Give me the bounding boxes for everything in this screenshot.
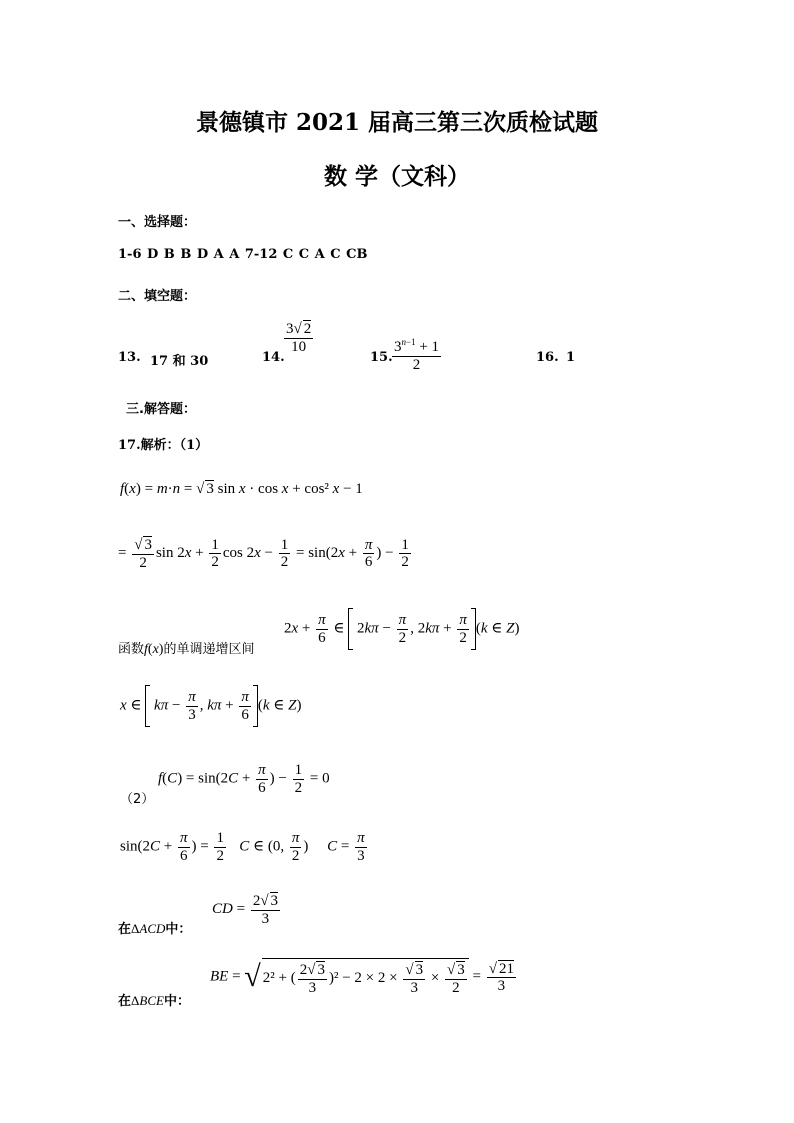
in-text-bce: 在 — [118, 994, 132, 1009]
part2-label: （2） — [120, 792, 155, 807]
choice-answers: 1-6 D B B D A A 7-12 C C A C CB — [118, 247, 368, 262]
monotone-text-a: 函数 — [118, 642, 145, 657]
formula-c-value: sin(2C + $\frac{\pi}{6}$ ) = $\frac{1}{2}$ C ∈ (0, $\frac{\pi}{2}$ ) C = $\frac{\pi}{3}$ — [120, 830, 365, 864]
formula-cd: CD = $\frac{2√ 3}{3}$ — [212, 893, 279, 927]
q14-label: 14. — [262, 350, 285, 365]
section-choice-heading: 一、选择题： — [118, 215, 197, 230]
q16-answer: 1 — [566, 350, 576, 365]
monotone-text-b: 的单调递增区间 — [163, 642, 255, 657]
triangle-acd-text: 在ΔACD中： — [118, 921, 192, 937]
triangle-bce-text: 在ΔBCE中： — [118, 993, 190, 1009]
in-text-acd: 在 — [118, 922, 132, 937]
q14-answer: $\frac{3√ 2}{10}$ — [286, 321, 312, 355]
q15-answer: $\frac{3^{n-1} + 1}{2}$ — [394, 337, 440, 373]
section-solve-heading: 三.解答题： — [126, 402, 196, 417]
q17-label: 17.解析：（1） — [118, 438, 209, 453]
section-fill-heading: 二、填空题： — [118, 289, 197, 304]
formula-x-interval: x ∈ kπ − $\frac{\pi}{3}$ , kπ + $\frac{\pi}{6}$ (k ∈ Z) — [120, 685, 302, 727]
zhong-bce: 中： — [163, 994, 190, 1009]
q13-answer: 17 和 30 — [150, 354, 209, 369]
page-subtitle: 数 学（文科） — [323, 163, 470, 190]
page-title: 景德镇市 2021 届高三第三次质检试题 — [195, 109, 599, 136]
formula-increase-interval: 2x + $\frac{\pi}{6}$ ∈ 2kπ − $\frac{\pi}{2}$ , 2kπ + $\frac{\pi}{2}$ (k ∈ Z) — [284, 608, 519, 650]
zhong-acd: 中： — [165, 922, 192, 937]
q16-label: 16. — [536, 350, 559, 365]
q13-label: 13. — [118, 350, 141, 365]
formula-f-c: f(C) = sin(2C + $\frac{\pi}{6}$ ) − $\frac{1}{2}$ = 0 — [158, 762, 330, 796]
monotone-text: 函数f(x)的单调递增区间 — [118, 642, 255, 657]
formula-f-def: f(x) = m·n = √ 3 sin x · cos x + cos² x − 1 — [120, 481, 363, 497]
formula-f-simplified: = $\frac{√ 3}{2}$ sin 2x + $\frac{1}{2}$ cos 2x − $\frac{1}{2}$ = sin(2x + $\frac{\pi}{6}$ ) − $\frac{1}{2}$ — [118, 536, 409, 571]
formula-be: BE = √ 2² + ( $\frac{2√ 3}{3}$ )² − 2 × 2 × $\frac{√ 3}{3}$ × $\frac{√ 3}{2}$ = $\frac{√ 21}{3}$ — [210, 960, 514, 996]
q15-label: 15. — [370, 350, 393, 365]
